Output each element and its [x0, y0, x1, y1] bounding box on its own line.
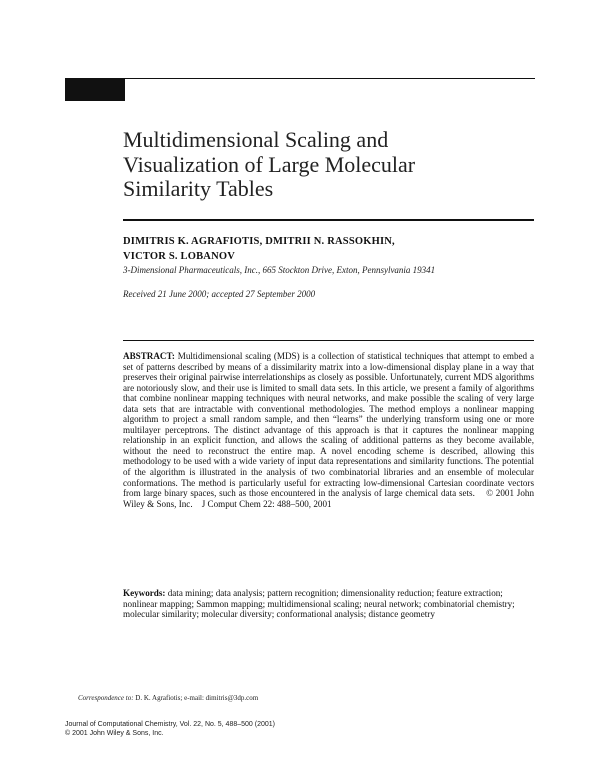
abstract: [123, 351, 534, 509]
keywords-text: data mining; data analysis; pattern recognition; dimensionality reduction; feature extraction; nonlinear mapping; Sammon mapping; multidimensional scaling; neural network; combinatorial chemistry; molecular similarity; molecular diversity; conformational analysis; distance geometry: [123, 588, 515, 619]
article-title: [123, 128, 543, 202]
abstract-divider: [123, 340, 534, 341]
keywords-label: Keywords:: [123, 588, 166, 598]
citation: J Comput Chem 22: 488–500, 2001: [201, 498, 332, 509]
abstract-label: ABSTRACT:: [123, 351, 175, 361]
correspondence: [78, 694, 258, 702]
footer-copyright: © 2001 John Wiley & Sons, Inc.: [65, 730, 164, 737]
title-divider: [123, 219, 534, 221]
page-footer: [65, 720, 275, 738]
abstract-text: Multidimensional scaling (MDS) is a collection of statistical techniques that attempt to embed a set of patterns described by means of a dissimilarity matrix into a low-dimensional display plane in a way that preserves their original pairwise interrelationships as closely as possible. Unfortunately, current MDS algorithms are notoriously slow, and their use is limited to small data sets. In this article, we present a family of algorithms that combine nonlinear mapping techniques with neural networks, and make possible the scaling of very large data sets that are intractable with conventional methodologies. The method employs a nonlinear mapping algorithm to project a small random sample, and then “learns” the underlying transform using one or more multilayer perceptrons. The distinct advantage of this approach is that it captures the nonlinear mapping relationship in an explicit function, and allows the scaling of additional patterns as they become available, without the need to reconstruct the entire map. A novel encoding scheme is described, allowing this methodology to be used with a wide variety of input data representations and similarity functions. The potential of the algorithm is illustrated in the analysis of two combinatorial libraries and an ensemble of molecular conformations. The method is particularly useful for extracting low-dimensional Cartesian coordinate vectors from large binary spaces, such as those encountered in the analysis of large chemical data sets.: [123, 351, 534, 499]
keywords: [123, 588, 534, 620]
correspondence-text: D. K. Agrafiotis; e-mail: dimitris@3dp.com: [135, 694, 259, 702]
author-list: [123, 234, 543, 264]
journal-info: Journal of Computational Chemistry, Vol. 22, No. 5, 488–500 (2001): [65, 721, 275, 728]
affiliation: 3-Dimensional Pharmaceuticals, Inc., 665 Stockton Drive, Exton, Pennsylvania 19341: [123, 265, 436, 275]
title-line: Similarity Tables: [123, 176, 274, 201]
author-names: , DMITRII N. RASSOKHIN,: [259, 236, 395, 247]
copyright-notice: © 2001 John Wiley & Sons, Inc.: [123, 488, 534, 509]
title-line: Multidimensional Scaling and: [123, 127, 389, 152]
received-date: Received 21 June 2000; accepted 27 September 2000: [123, 289, 316, 299]
author-line: [123, 234, 543, 249]
top-rule: [65, 78, 535, 79]
author-name: VICTOR S. LOBANOV: [123, 251, 236, 262]
correspondence-label: Correspondence to:: [78, 694, 134, 702]
author-name[interactable]: DIMITRIS K. AGRAFIOTIS: [123, 236, 260, 247]
title-line: Visualization of Large Molecular: [123, 151, 416, 177]
section-tab: [65, 78, 125, 101]
